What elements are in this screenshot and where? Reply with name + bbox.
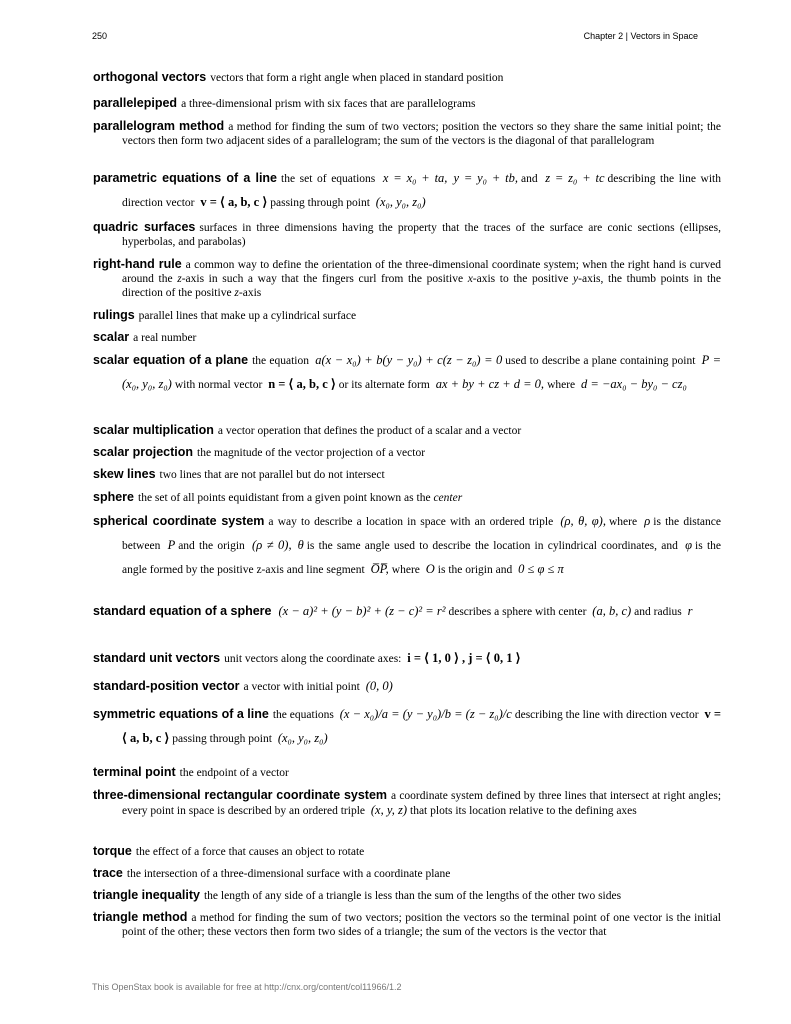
glossary-term: standard-position vector xyxy=(93,679,240,693)
glossary-term: terminal point xyxy=(93,765,176,779)
definition-text: the effect of a force that causes an object to rotate xyxy=(135,846,365,858)
definition-text: a way to describe a location in space with an ordered triple xyxy=(268,516,558,528)
definition-text: -axis xyxy=(238,287,262,299)
math-expression: (x₀, y₀, z₀) xyxy=(277,731,328,745)
math-expression: y = y₀ + tb, xyxy=(453,171,518,185)
glossary-entry xyxy=(93,445,721,460)
definition-text: the set of equations xyxy=(281,173,380,185)
definition-text: a vector with initial point xyxy=(243,681,363,693)
definition-text: a method for finding the sum of two vectors; position the vectors so the terminal point of one vector is the initial point of the other; these vectors then form two sides of a triangle; the sum of the vectors is the vector that xyxy=(122,912,721,938)
math-expression: a(x − x₀) + b(y − y₀) + c(z − z₀) = 0 xyxy=(315,353,503,367)
definition-text: z xyxy=(234,287,239,299)
math-expression: v = ⟨ a, b, c ⟩ xyxy=(122,707,722,745)
definition-text: the intersection of a three-dimensional surface with a coordinate plane xyxy=(126,868,451,880)
definition-text: -axis in such a way that the fingers curl from the positive xyxy=(181,273,468,285)
definition-text: describes a sphere with center xyxy=(448,606,590,618)
glossary-term: torque xyxy=(93,844,132,858)
definition-text: vectors that form a right angle when placed in standard position xyxy=(210,72,504,84)
math-expression: (ρ ≠ 0), xyxy=(252,538,292,552)
glossary-entry xyxy=(93,679,721,694)
definition-text: and the origin xyxy=(178,540,250,552)
glossary-term: parallelogram method xyxy=(93,119,225,133)
glossary-term: scalar multiplication xyxy=(93,423,214,437)
math-expression: 0 ≤ φ ≤ π xyxy=(518,562,564,576)
definition-text: the magnitude of the vector projection of a vector xyxy=(197,447,426,459)
glossary-entry xyxy=(93,349,721,397)
glossary-entry xyxy=(93,888,721,903)
definition-text: where xyxy=(547,379,579,391)
math-expression: i = ⟨ 1, 0 ⟩ , j = ⟨ 0, 1 ⟩ xyxy=(407,651,521,665)
glossary-entry xyxy=(93,788,721,818)
math-expression: (a, b, c) xyxy=(592,604,632,618)
glossary-entry xyxy=(93,220,721,249)
footer-note: This OpenStax book is available for free at http://cnx.org/content/col11966/1.2 xyxy=(92,982,402,992)
math-expression: ρ xyxy=(644,514,651,528)
math-expression: z = z₀ + tc xyxy=(545,171,605,185)
definition-text: the set of all points equidistant from a given point known as the xyxy=(138,492,434,504)
glossary-entry xyxy=(93,308,721,323)
glossary-term: symmetric equations of a line xyxy=(93,707,269,721)
definition-text: and xyxy=(520,173,543,185)
glossary-term: quadric surfaces xyxy=(93,220,196,234)
definition-text: and radius xyxy=(634,606,685,618)
definition-text: describing the line with direction vector xyxy=(122,173,721,209)
glossary-term: skew lines xyxy=(93,467,156,481)
glossary-term: scalar equation of a plane xyxy=(93,353,249,367)
definition-text: a method for finding the sum of two vectors; position the vectors so they share the same initial point; the vectors then form two adjacent sides of a parallelogram; the sum of the vectors is the diagonal of that parallelogram xyxy=(122,121,721,147)
glossary-term: trace xyxy=(93,866,123,880)
math-expression: θ xyxy=(297,538,304,552)
definition-text: used to describe a plane containing point xyxy=(505,355,699,367)
definition-text: passing through point xyxy=(172,733,275,745)
definition-text: center xyxy=(433,492,463,504)
definition-text: is the angle formed by the positive z-axis and line segment xyxy=(122,540,721,576)
glossary-term: parametric equations of a line xyxy=(93,171,278,185)
glossary-entry xyxy=(93,96,721,111)
chapter-title: Chapter 2 | Vectors in Space xyxy=(583,31,698,41)
definition-text: unit vectors along the coordinate axes: xyxy=(224,653,405,665)
glossary-entry xyxy=(93,330,721,345)
definition-text: two lines that are not parallel but do not intersect xyxy=(159,469,385,481)
definition-text: passing through point xyxy=(270,197,373,209)
definition-text: -axis, the thumb points in the direction of the positive xyxy=(122,273,722,299)
glossary-entry xyxy=(93,510,721,582)
definition-text: surfaces in three dimensions having the property that the traces of the surface are conic sections (ellipses, hyperbolas, and parabolas) xyxy=(122,222,722,248)
glossary-entry xyxy=(93,467,721,482)
math-expression: r xyxy=(687,604,693,618)
glossary-term: parallelepiped xyxy=(93,96,178,110)
definition-text: is the distance between xyxy=(122,516,721,552)
math-expression: x = x₀ + ta, xyxy=(382,171,448,185)
glossary-entry xyxy=(93,651,721,666)
definition-text: where xyxy=(391,564,423,576)
math-expression: ax + by + cz + d = 0, xyxy=(435,377,545,391)
definition-text: a coordinate system defined by three lines that intersect at right angles; every point in space is described by an ordered triple xyxy=(122,790,722,817)
math-expression: v = ⟨ a, b, c ⟩ xyxy=(200,195,268,209)
glossary-term: scalar projection xyxy=(93,445,194,459)
math-expression: d = −ax₀ − by₀ − cz₀ xyxy=(581,377,687,391)
definition-text: a vector operation that defines the product of a scalar and a vector xyxy=(217,425,522,437)
glossary-term: orthogonal vectors xyxy=(93,70,207,84)
glossary-entry xyxy=(93,257,721,300)
math-expression: (x − a)² + (y − b)² + (z − c)² = r² xyxy=(278,604,446,618)
glossary-term: sphere xyxy=(93,490,134,504)
math-expression: (ρ, θ, φ), xyxy=(560,514,606,528)
definition-text: the length of any side of a triangle is less than the sum of the lengths of the other two sides xyxy=(203,890,622,902)
glossary-entry xyxy=(93,910,721,939)
definition-text: the endpoint of a vector xyxy=(179,767,289,779)
glossary-term: scalar xyxy=(93,330,130,344)
glossary-term: standard unit vectors xyxy=(93,651,221,665)
definition-text: x xyxy=(467,273,473,285)
glossary-entry xyxy=(93,866,721,881)
math-expression: O̅P̅, xyxy=(370,562,389,576)
glossary-entry xyxy=(93,70,721,85)
glossary-entry xyxy=(93,490,721,505)
glossary-entry xyxy=(93,844,721,859)
math-expression: P xyxy=(167,538,176,552)
definition-text: is the origin and xyxy=(437,564,516,576)
glossary-entry xyxy=(93,167,721,215)
page-number: 250 xyxy=(92,31,108,41)
definition-text: where xyxy=(608,516,642,528)
math-expression: n = ⟨ a, b, c ⟩ xyxy=(268,377,336,391)
glossary-term: three-dimensional rectangular coordinate system xyxy=(93,788,388,802)
math-expression: O xyxy=(425,562,435,576)
glossary-term: triangle inequality xyxy=(93,888,200,902)
definition-text: or its alternate form xyxy=(338,379,433,391)
glossary-term: standard equation of a sphere xyxy=(93,604,272,618)
glossary-term: spherical coordinate system xyxy=(93,514,265,528)
math-expression: (x − x₀)/a = (y − y₀)/b = (z − z₀)/c xyxy=(339,707,512,721)
math-expression: (0, 0) xyxy=(365,679,393,693)
math-expression: (x, y, z) xyxy=(370,803,407,817)
math-expression: P = (x₀, y₀, z₀) xyxy=(122,353,722,391)
definition-text: is the same angle used to describe the location in cylindrical coordinates, and xyxy=(306,540,683,552)
definition-text: z xyxy=(177,273,182,285)
glossary-entry xyxy=(93,703,721,751)
glossary-entry xyxy=(93,600,721,624)
definition-text: parallel lines that make up a cylindrical surface xyxy=(138,310,357,322)
math-expression: (x₀, y₀, z₀) xyxy=(375,195,426,209)
glossary-term: right-hand rule xyxy=(93,257,182,271)
definition-text: a real number xyxy=(133,332,197,344)
glossary-entry xyxy=(93,119,721,148)
definition-text: y xyxy=(573,273,579,285)
definition-text: that plots its location relative to the defining axes xyxy=(410,805,637,817)
definition-text: the equations xyxy=(272,709,337,721)
math-expression: φ xyxy=(685,538,693,552)
definition-text: with normal vector xyxy=(174,379,266,391)
definition-text: a three-dimensional prism with six faces that are parallelograms xyxy=(181,98,476,110)
definition-text: a common way to define the orientation of the three-dimensional coordinate system; when the right hand is curved around the xyxy=(122,259,721,285)
glossary-entry xyxy=(93,765,721,780)
definition-text: describing the line with direction vector xyxy=(514,709,702,721)
glossary-term: triangle method xyxy=(93,910,188,924)
glossary-term: rulings xyxy=(93,308,135,322)
definition-text: the equation xyxy=(252,355,313,367)
definition-text: -axis to the positive xyxy=(472,273,574,285)
glossary-entry xyxy=(93,423,721,438)
